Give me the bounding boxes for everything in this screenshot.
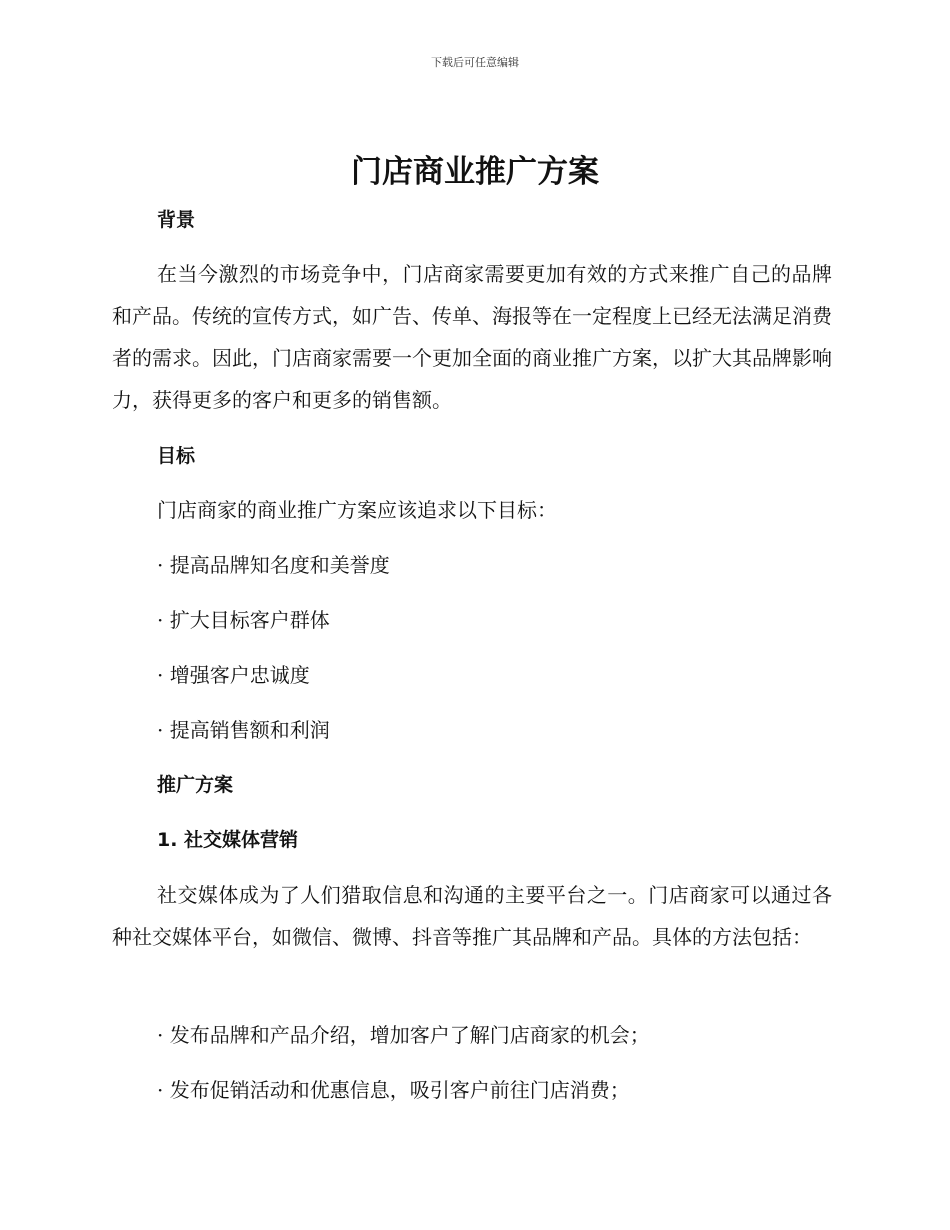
background-paragraph: 在当今激烈的市场竞争中，门店商家需要更加有效的方式来推广自己的品牌和产品。传统的宣传方式，如广告、传单、海报等在一定程度上已经无法满足消费者的需求。因此，门店商家需要一个更加全面的商业推广方案，以扩大其品牌影响力，获得更多的客户和更多的销售额。 bbox=[112, 262, 832, 412]
social-media-paragraph: 社交媒体成为了人们猎取信息和沟通的主要平台之一。门店商家可以通过各种社交媒体平台，如微信、微博、抖音等推广其品牌和产品。具体的方法包括： bbox=[112, 883, 832, 949]
goal-item: · 提高销售额和利润 bbox=[157, 718, 330, 742]
goal-item: · 增强客户忠诚度 bbox=[157, 663, 310, 687]
section-heading-background: 背景 bbox=[157, 209, 196, 231]
section-heading-goals: 目标 bbox=[157, 445, 196, 467]
section-heading-plan: 推广方案 bbox=[157, 774, 234, 796]
goal-item: · 提高品牌知名度和美誉度 bbox=[157, 553, 390, 577]
social-media-item: · 发布促销活动和优惠信息，吸引客户前往门店消费； bbox=[157, 1078, 630, 1102]
goals-intro: 门店商家的商业推广方案应该追求以下目标： bbox=[157, 498, 557, 522]
social-media-item: · 发布品牌和产品介绍，增加客户了解门店商家的机会； bbox=[157, 1023, 650, 1047]
subsection-heading-social-media: 1. 社交媒体营销 bbox=[157, 829, 299, 851]
document-title: 门店商业推广方案 bbox=[351, 154, 599, 190]
goal-item: · 扩大目标客户群体 bbox=[157, 608, 330, 632]
header-note: 下载后可任意编辑 bbox=[431, 56, 519, 69]
